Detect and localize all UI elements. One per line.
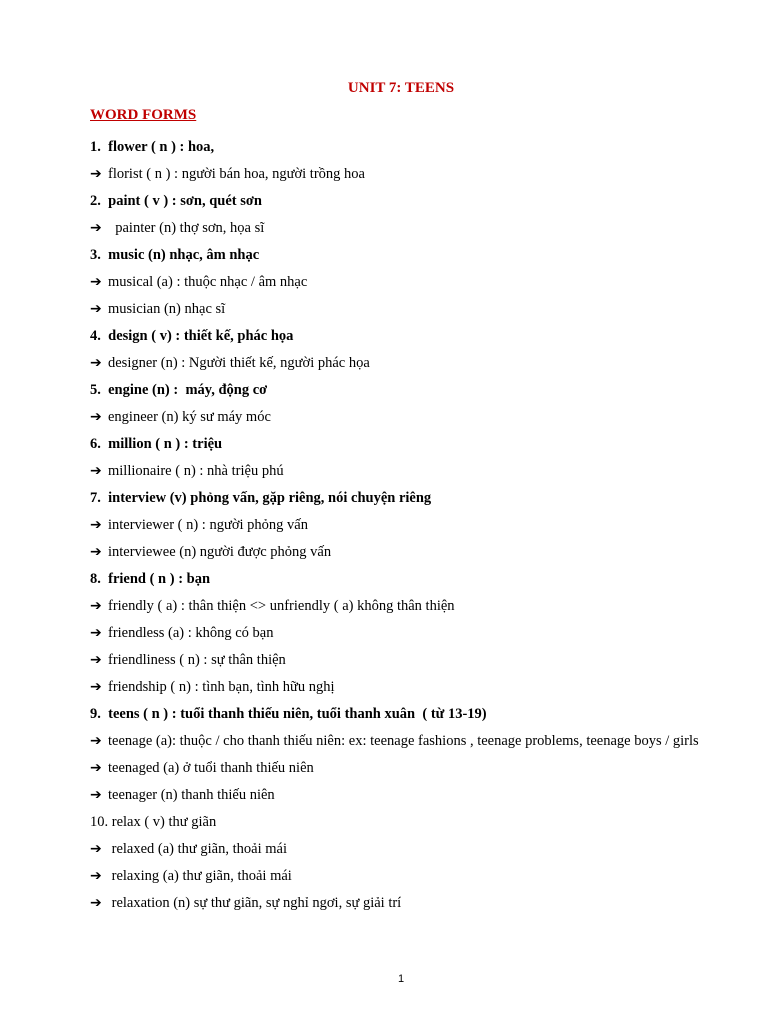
line-text: 4. design ( v) : thiết kế, phác họa (90, 328, 294, 344)
line-text: musician (n) nhạc sĩ (108, 301, 226, 317)
line-text: teenaged (a) ở tuổi thanh thiếu niên (108, 760, 314, 776)
arrow-right-icon: ➔ (90, 652, 102, 668)
arrow-right-icon: ➔ (90, 355, 102, 371)
line-text: millionaire ( n) : nhà triệu phú (108, 463, 284, 479)
word-forms-list (90, 134, 710, 917)
line-text: 9. teens ( n ) : tuổi thanh thiếu niên, tuổi thanh xuân ( từ 13-19) (90, 706, 487, 722)
derived-word-line (90, 215, 710, 242)
word-entry-heading (90, 809, 710, 836)
derived-word-line (90, 674, 710, 701)
line-text: relaxed (a) thư giãn, thoải mái (108, 841, 287, 857)
arrow-right-icon: ➔ (90, 760, 102, 776)
word-entry-heading (90, 377, 710, 404)
derived-word-line (90, 350, 710, 377)
arrow-right-icon: ➔ (90, 841, 102, 857)
line-text: interviewer ( n) : người phỏng vấn (108, 517, 308, 533)
line-text: friendly ( a) : thân thiện <> unfriendly ( a) không thân thiện (108, 598, 455, 614)
derived-word-line (90, 593, 710, 620)
derived-word-line (90, 404, 710, 431)
line-text: teenage (a): thuộc / cho thanh thiếu niên: ex: teenage fashions , teenage problems, teenage boys / girls (108, 733, 699, 749)
line-text: 2. paint ( v ) : sơn, quét sơn (90, 193, 262, 209)
arrow-right-icon: ➔ (90, 544, 102, 560)
arrow-right-icon: ➔ (90, 625, 102, 641)
derived-word-line (90, 620, 710, 647)
arrow-right-icon: ➔ (90, 787, 102, 803)
arrow-right-icon: ➔ (90, 517, 102, 533)
arrow-right-icon: ➔ (90, 301, 102, 317)
derived-word-line (90, 863, 710, 890)
arrow-right-icon: ➔ (90, 733, 102, 749)
line-text: engineer (n) ký sư máy móc (108, 409, 271, 425)
line-text: 7. interview (v) phỏng vấn, gặp riêng, nói chuyện riêng (90, 490, 432, 506)
word-entry-heading (90, 701, 710, 728)
line-text: teenager (n) thanh thiếu niên (108, 787, 275, 803)
derived-word-line (90, 755, 710, 782)
line-text: interviewee (n) người được phỏng vấn (108, 544, 332, 560)
arrow-right-icon: ➔ (90, 868, 102, 884)
line-text: painter (n) thợ sơn, họa sĩ (108, 220, 265, 236)
arrow-right-icon: ➔ (90, 463, 102, 479)
line-text: 5. engine (n) : máy, động cơ (90, 382, 268, 398)
derived-word-line (90, 296, 710, 323)
line-text: 6. million ( n ) : triệu (90, 436, 223, 452)
line-text: 10. relax ( v) thư giãn (90, 814, 217, 830)
page-number: 1 (397, 973, 405, 985)
line-text: 3. music (n) nhạc, âm nhạc (90, 247, 260, 263)
arrow-right-icon: ➔ (90, 220, 102, 236)
arrow-right-icon: ➔ (90, 598, 102, 614)
word-entry-heading (90, 566, 710, 593)
arrow-right-icon: ➔ (90, 274, 102, 290)
page-title: UNIT 7: TEENS (347, 80, 455, 96)
arrow-right-icon: ➔ (90, 679, 102, 695)
derived-word-line (90, 647, 710, 674)
line-text: 1. flower ( n ) : hoa, (90, 139, 215, 155)
derived-word-line (90, 269, 710, 296)
line-text: friendless (a) : không có bạn (108, 625, 274, 641)
derived-word-line (90, 782, 710, 809)
line-text: florist ( n ) : người bán hoa, người trồng hoa (108, 166, 365, 182)
line-text: friendliness ( n) : sự thân thiện (108, 652, 286, 668)
derived-word-line (90, 836, 710, 863)
line-text: 8. friend ( n ) : bạn (90, 571, 211, 587)
word-entry-heading (90, 242, 710, 269)
derived-word-line (90, 890, 710, 917)
derived-word-line (90, 458, 710, 485)
derived-word-line (90, 512, 710, 539)
arrow-right-icon: ➔ (90, 409, 102, 425)
derived-word-line (90, 161, 710, 188)
line-text: musical (a) : thuộc nhạc / âm nhạc (108, 274, 308, 290)
word-entry-heading (90, 485, 710, 512)
arrow-right-icon: ➔ (90, 166, 102, 182)
word-entry-heading (90, 134, 710, 161)
arrow-right-icon: ➔ (90, 895, 102, 911)
derived-word-line (90, 728, 710, 755)
line-text: relaxation (n) sự thư giãn, sự nghỉ ngơi, sự giải trí (108, 895, 402, 911)
word-entry-heading (90, 323, 710, 350)
derived-word-line (90, 539, 710, 566)
line-text: relaxing (a) thư giãn, thoải mái (108, 868, 292, 884)
line-text: friendship ( n) : tình bạn, tình hữu nghị (108, 679, 335, 695)
word-entry-heading (90, 188, 710, 215)
word-entry-heading (90, 431, 710, 458)
section-heading: WORD FORMS (90, 107, 197, 123)
line-text: designer (n) : Người thiết kế, người phác họa (108, 355, 370, 371)
